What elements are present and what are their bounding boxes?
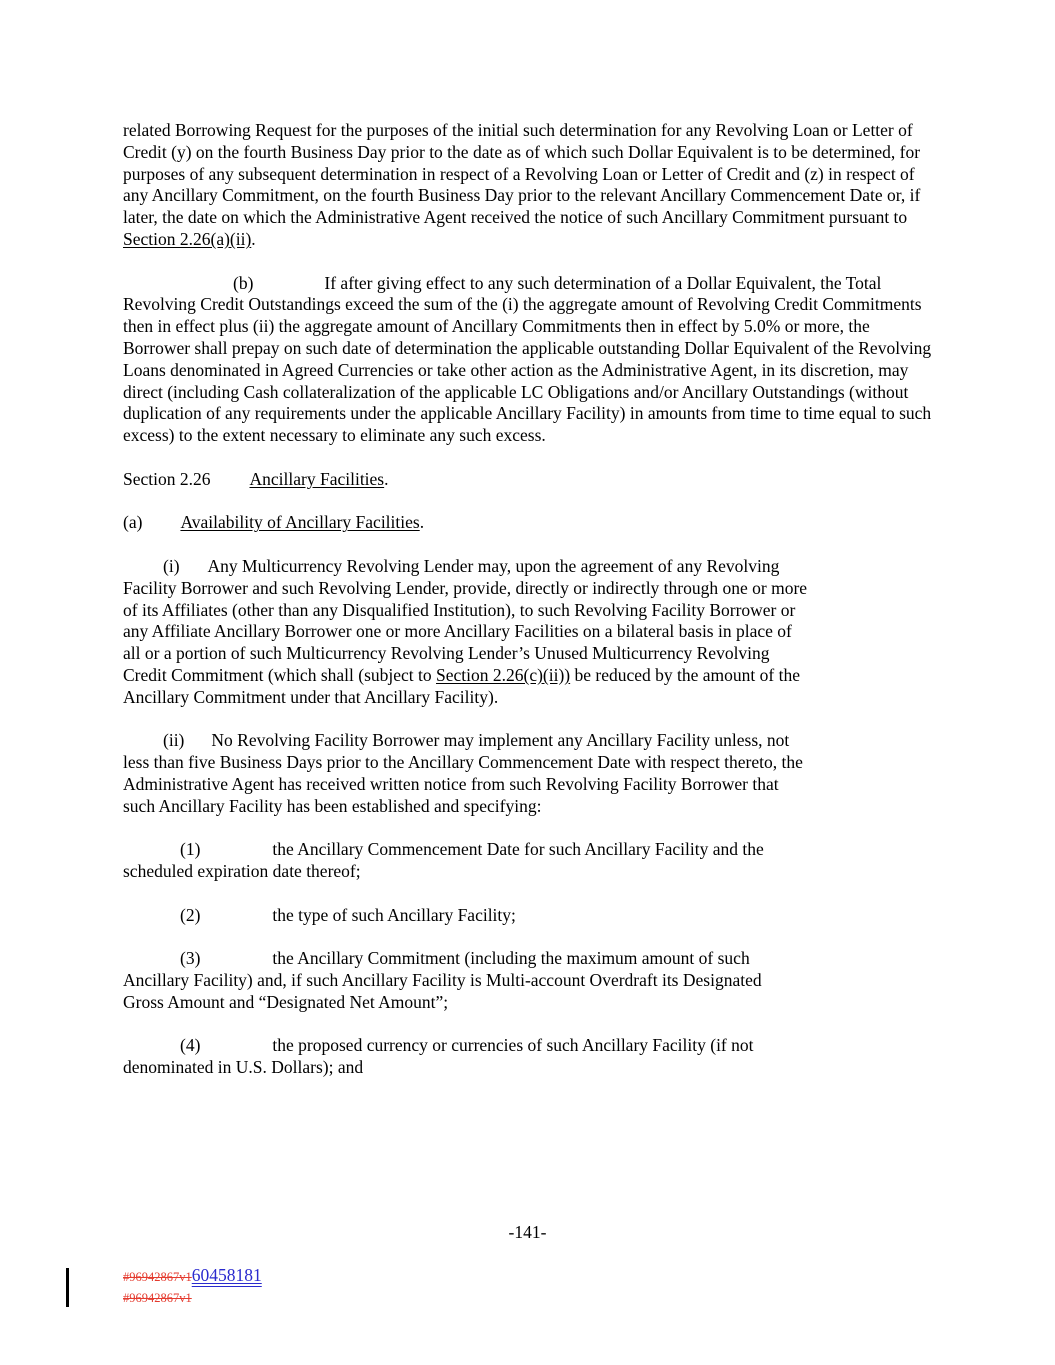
paragraph-text: If after giving effect to any such determination of a Dollar Equivalent, the Total Revolving Credit Outstandings exceed the sum of the (i) the aggregate amount of Revolving Credit Commitments then in effect plus (ii) the aggregate amount of Ancillary Commitments then in effect by 5.0% or more, the Borrower shall prepay on such date of determination the applicable outstanding Dollar Equivalent of the Revolving Loans denominated in Agreed Currencies or take other action as the Administrative Agent, in its discretion, may direct (including Cash collateralization of the applicable LC Obligations and/or Ancillary Outstandings (without duplication of any requirements under the applicable Ancillary Facility) in amounts from time to time equal to such excess) to the extent necessary to eliminate any such excess. [123,272,932,446]
list-item-text: the Ancillary Commencement Date for such Ancillary Facility and the scheduled expiration date thereof; [123,839,764,882]
section-heading [123,469,933,491]
revision-line-1 [123,1266,262,1287]
list-item-1 [123,839,773,883]
paragraph-letter: (b) [233,272,254,293]
list-item-4 [123,1035,773,1079]
section-ref-link: Section 2.26(a)(ii) [123,228,252,249]
deleted-doc-id: #96942867v1 [123,1270,192,1284]
paragraph-text: . [251,228,256,249]
list-item-number: (1) [180,839,201,860]
revision-line-2 [123,1287,262,1308]
deleted-doc-id: #96942867v1 [123,1291,192,1305]
section-ref-link: Section 2.26(c)(ii)) [436,664,571,685]
section-title: Ancillary Facilities [249,468,385,489]
subsection-letter: (a) [123,512,143,533]
list-item-text: the type of such Ancillary Facility; [272,904,516,925]
paragraph-text: be reduced by the amount of the Ancillary Commitment under that Ancillary Facility). [123,664,800,707]
subsection-title-period: . [419,512,425,533]
page-number: -141- [508,1222,547,1242]
change-bar [66,1268,69,1307]
clause-ii [123,730,811,817]
paragraph-text: related Borrowing Request for the purposes of the initial such determination for any Revolving Loan or Letter of Credit (y) on the fourth Business Day prior to the date as of which such Dollar Equivalent is to be determined, for purposes of any subsequent determination in respect of a Revolving Loan or Letter of Credit and (z) in respect of any Ancillary Commitment, on the fourth Business Day prior to the relevant Ancillary Commencement Date or, if later, the date on which the Administrative Agent received the notice of such Ancillary Commitment pursuant to [123,120,921,228]
section-title-period: . [384,468,389,489]
clause-number: (i) [163,555,180,576]
list-item-2 [123,905,773,927]
revision-footer [123,1266,262,1308]
paragraph-b [123,273,933,447]
section-number: Section 2.26 [123,468,211,489]
paragraph-text: Any Multicurrency Revolving Lender may, upon the agreement of any Revolving Facility Borrower and such Revolving Lender, provide, directly or indirectly through one or more of its Affiliates (other than any Disqualified Institution), to such Revolving Facility Borrower or any Affiliate Ancillary Borrower one or more Ancillary Facilities on a bilateral basis in place of all or a portion of such Multicurrency Revolving Lender’s Unused Multicurrency Revolving Credit Commitment (which shall (subject to [123,555,808,685]
paragraph-text: No Revolving Facility Borrower may implement any Ancillary Facility unless, not less than five Business Days prior to the Ancillary Commencement Date with respect thereto, the Administrative Agent has received written notice from such Revolving Facility Borrower that such Ancillary Facility has been established and specifying: [123,730,803,816]
list-item-text: the Ancillary Commitment (including the maximum amount of such Ancillary Facility) and, if such Ancillary Facility is Multi-account Overdraft its Designated Gross Amount and “Designated Net Amount”; [123,948,762,1012]
inserted-doc-id: 60458181 [191,1265,262,1285]
list-item-number: (3) [180,948,201,969]
list-item-3 [123,948,773,1013]
list-item-number: (2) [180,904,201,925]
subsection-a-heading [123,512,933,534]
clause-i [123,556,811,709]
clause-number: (ii) [163,730,185,751]
paragraph-continuation [123,120,933,251]
list-item-number: (4) [180,1035,201,1056]
subsection-title: Availability of Ancillary Facilities [180,512,420,533]
list-item-text: the proposed currency or currencies of such Ancillary Facility (if not denominated in U.S. Dollars); and [123,1035,754,1078]
page-body [123,120,933,1101]
